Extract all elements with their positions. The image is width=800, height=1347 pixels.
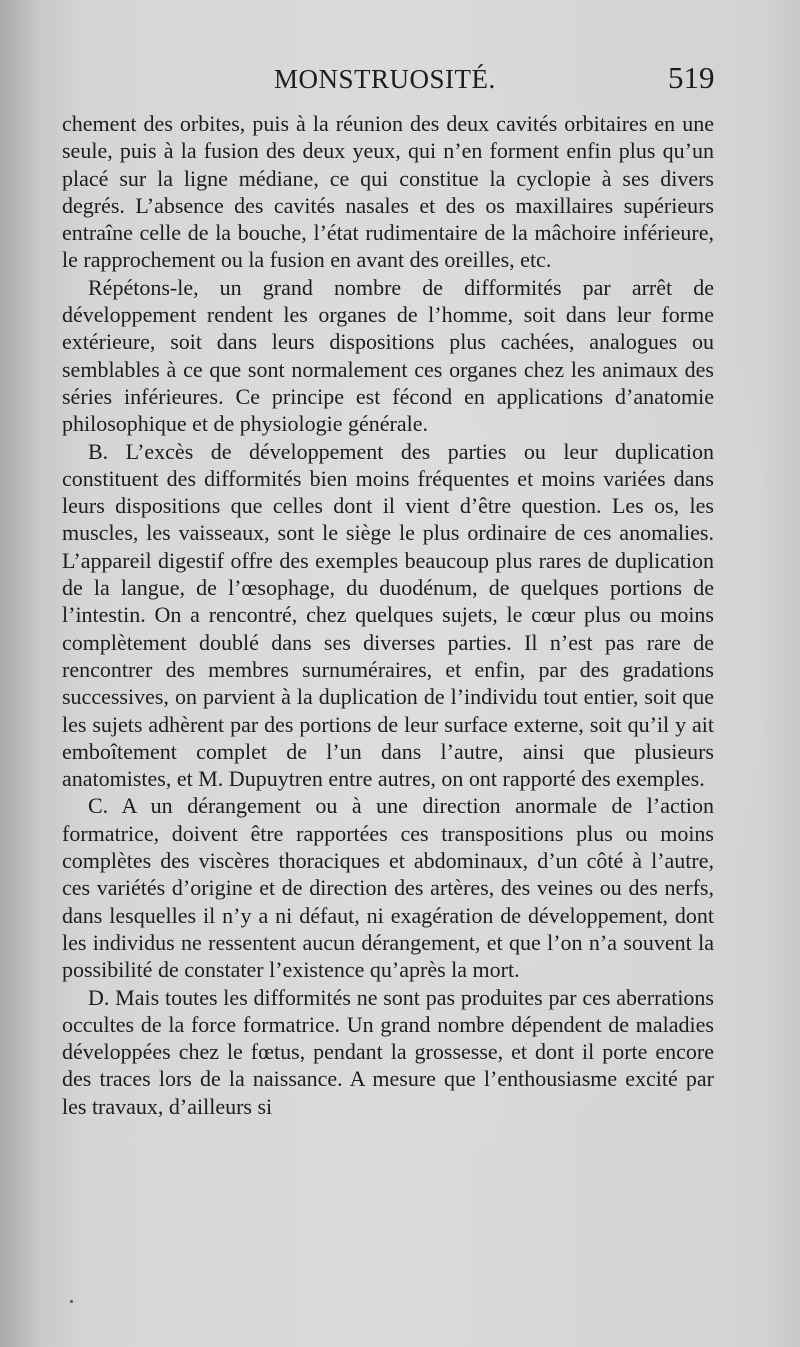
- page-header: [0, 62, 800, 102]
- paper-speck: [70, 1300, 73, 1303]
- page-number: 519: [668, 60, 715, 95]
- paragraph-b-duplication: B. L’excès de développement des parties ou leur duplication constituent des difformités bien moins fréquentes et moins variées dans leurs dispositions que celles dont il vient d’être question. Les os, les muscles, les vaisseaux, sont le siège le plus ordinaire de ces anomalies. L’appareil digestif offre des exemples beaucoup plus rares de duplication de la langue, de l’œsophage, du duodénum, de quelques portions de l’intestin. On a rencontré, chez quelques sujets, le cœur plus ou moins complètement doublé dans ses diverses parties. Il n’est pas rare de rencontrer des membres surnuméraires, et enfin, par des gradations successives, on parvient à la duplication de l’individu tout entier, soit que les sujets adhèrent par des portions de leur surface externe, soit qu’il y ait emboîtement complet de l’un dans l’autre, ainsi que plusieurs anatomistes, et M. Dupuytren entre autres, on ont rapporté des exemples.: [62, 438, 714, 792]
- paragraph-c-transpositions: C. A un dérangement ou à une direction anormale de l’action formatrice, doivent être rapportées ces transpositions plus ou moins complètes des viscères thoraciques et abdominaux, d’un côté à l’autre, ces variétés d’origine et de direction des artères, des veines ou des nerfs, dans lesquelles il n’y a ni défaut, ni exagération de développement, dont les individus ne ressentent aucun dérangement, et que l’on n’a souvent la possibilité de constater l’existence qu’après la mort.: [62, 793, 714, 983]
- running-title: MONSTRUOSITÉ.: [274, 64, 496, 94]
- paragraph-d-maladies: D. Mais toutes les difformités ne sont pas produites par ces aberrations occultes de la force formatrice. Un grand nombre dépendent de maladies développées chez le fœtus, pendant la grossesse, et dont il porte encore des traces lors de la naissance. A mesure que l’enthousiasme excité par les travaux, d’ailleurs si: [62, 984, 714, 1119]
- body-text: [62, 110, 714, 1120]
- paragraph-repetons: Répétons-le, un grand nombre de difformités par arrêt de développement rendent les organes de l’homme, soit dans leur forme extérieure, soit dans leurs dispositions plus cachées, analogues ou semblables à ce que sont normalement ces organes chez les animaux des séries inférieures. Ce principe est fécond en applications d’anatomie philosophique et de physiologie générale.: [62, 274, 714, 437]
- paragraph-continuation: chement des orbites, puis à la réunion des deux cavités orbitaires en une seule, puis à la fusion des deux yeux, qui n’en forment enfin plus qu’un placé sur la ligne médiane, ce qui constitue la cyclopie à ses divers degrés. L’absence des cavités nasales et des os maxillaires supérieurs entraîne celle de la bouche, l’état rudimentaire de la mâchoire inférieure, le rapprochement ou la fusion en avant des oreilles, etc.: [62, 111, 714, 273]
